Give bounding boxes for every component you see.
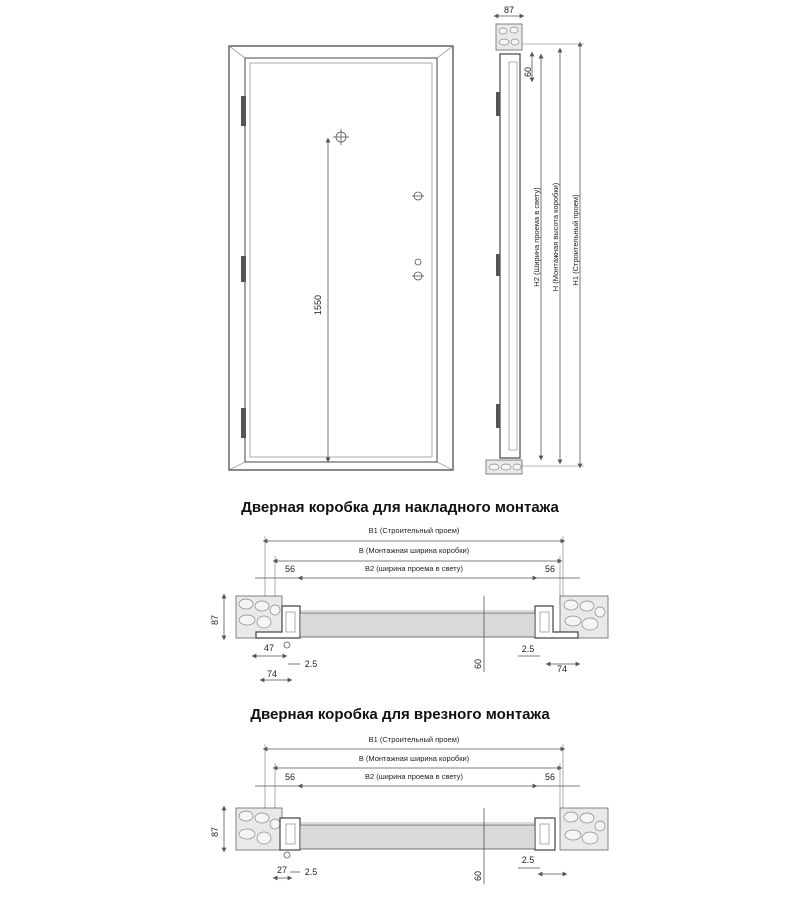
label-h: H (Монтажная высота коробки) <box>551 182 560 292</box>
inset-dim-60: 60 <box>473 870 483 882</box>
front-view <box>229 46 453 470</box>
inset-dim-left-2-5: 2.5 <box>304 867 318 877</box>
side-top-width-dim: 87 <box>503 5 515 15</box>
inset-frame-left <box>280 818 300 850</box>
overlay-dim-47: 47 <box>263 643 275 653</box>
inset-dim-left-56: 56 <box>284 772 296 782</box>
overlay-door-panel <box>300 613 535 637</box>
inset-frame-right <box>535 818 555 850</box>
overlay-dim-60: 60 <box>473 658 483 670</box>
overlay-label-b2: B2 (ширина проема в свету) <box>364 564 464 573</box>
overlay-label-b: B (Монтажная ширина коробки) <box>358 546 470 555</box>
inset-section-title: Дверная коробка для врезного монтажа <box>250 706 550 723</box>
inset-label-b: B (Монтажная ширина коробки) <box>358 754 470 763</box>
inset-dim-right-2-5: 2.5 <box>521 855 535 865</box>
side-view <box>486 5 584 474</box>
overlay-mount-section <box>210 499 608 680</box>
overlay-label-b1: B1 (Строительный проем) <box>368 526 460 535</box>
handle-height-dim: 1550 <box>313 294 323 316</box>
label-h2: H2 (Ширина проема в свету) <box>532 187 541 287</box>
overlay-dim-left-56: 56 <box>284 564 296 574</box>
overlay-dim-right-2-5: 2.5 <box>521 644 535 654</box>
overlay-dim-left-74: 74 <box>266 669 278 679</box>
overlay-dim-right-74: 74 <box>556 664 568 674</box>
door-leaf <box>245 58 437 462</box>
hinge-bottom <box>241 408 246 438</box>
inset-label-b1: B1 (Строительный проем) <box>368 735 460 744</box>
inset-dim-87: 87 <box>210 826 220 838</box>
inset-label-b2: B2 (ширина проема в свету) <box>364 772 464 781</box>
hinge-top <box>241 96 246 126</box>
overlay-dim-87: 87 <box>210 614 220 626</box>
overlay-dim-left-2-5: 2.5 <box>304 659 318 669</box>
label-h1: H1 (Строительный проем) <box>571 194 580 286</box>
inset-door-panel <box>300 825 535 849</box>
overlay-dim-right-56: 56 <box>544 564 556 574</box>
top-wall-block <box>496 24 522 50</box>
overlay-section-title: Дверная коробка для накладного монтажа <box>241 499 559 516</box>
inset-dim-27: 27 <box>276 865 288 875</box>
inset-dim-right-56: 56 <box>544 772 556 782</box>
hinge-middle <box>241 256 246 282</box>
inset-mount-section <box>210 706 608 884</box>
side-top-offset-dim: 60 <box>523 66 533 78</box>
